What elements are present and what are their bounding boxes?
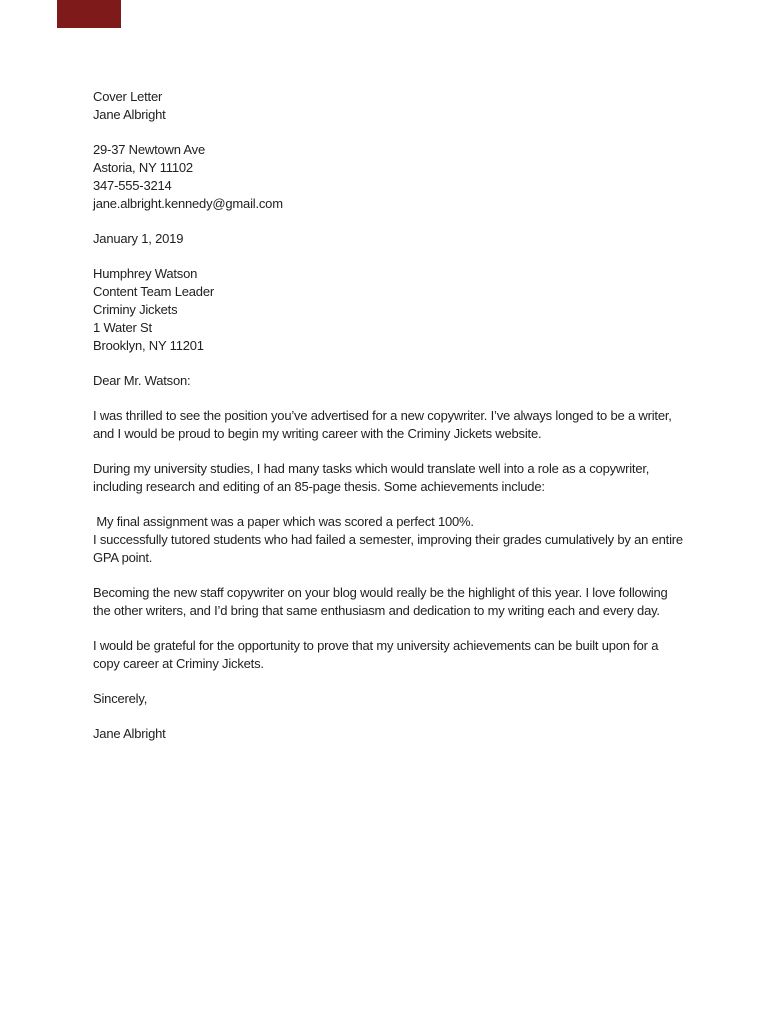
salutation-block (93, 372, 685, 390)
signature-name: Jane Albright (93, 726, 166, 741)
cover-letter (93, 88, 685, 760)
paragraph-grateful (93, 637, 685, 673)
closing-block (93, 690, 685, 708)
sender-address-line1: 29-37 Newtown Ave (93, 142, 205, 157)
sender-email: jane.albright.kennedy@gmail.com (93, 196, 283, 211)
sender-address-line2: Astoria, NY 11102 (93, 160, 193, 175)
letter-date: January 1, 2019 (93, 231, 184, 246)
salutation: Dear Mr. Watson: (93, 373, 191, 388)
paragraph-intro (93, 407, 685, 443)
letter-date-block (93, 230, 685, 248)
letter-heading (93, 88, 685, 124)
body-paragraph: During my university studies, I had many tasks which would translate well into a role as a copywriter, including research and editing of an 85-page thesis. Some achievements include: (93, 461, 653, 494)
signature-block (93, 725, 685, 743)
body-paragraph: I was thrilled to see the position you’ve advertised for a new copywriter. I’ve always longed to be a writer, and I would be proud to begin my writing career with the Criminy Jickets website. (93, 408, 676, 441)
recipient-company: Criminy Jickets (93, 302, 178, 317)
paragraph-enthusiasm (93, 584, 685, 620)
recipient-address-line2: Brooklyn, NY 11201 (93, 338, 204, 353)
paragraph-university (93, 460, 685, 496)
recipient-address (93, 265, 685, 355)
body-paragraph: Becoming the new staff copywriter on your blog would really be the highlight of this year. I love following the other writers, and I’d bring that same enthusiasm and dedication to my writing each and every day. (93, 585, 671, 618)
recipient-name: Humphrey Watson (93, 266, 198, 281)
achievement-item: My final assignment was a paper which was scored a perfect 100%. (93, 514, 474, 529)
sign-off: Sincerely, (93, 691, 148, 706)
recipient-job-title: Content Team Leader (93, 284, 214, 299)
achievement-item: I successfully tutored students who had failed a semester, improving their grades cumulatively by an entire GPA point. (93, 532, 687, 565)
achievements-list (93, 513, 685, 567)
body-paragraph: I would be grateful for the opportunity to prove that my university achievements can be built upon for a copy career at Criminy Jickets. (93, 638, 662, 671)
author-name: Jane Albright (93, 107, 166, 122)
corner-marker (57, 0, 121, 28)
sender-address (93, 141, 685, 213)
document-title: Cover Letter (93, 89, 163, 104)
recipient-address-line1: 1 Water St (93, 320, 152, 335)
sender-phone: 347-555-3214 (93, 178, 172, 193)
